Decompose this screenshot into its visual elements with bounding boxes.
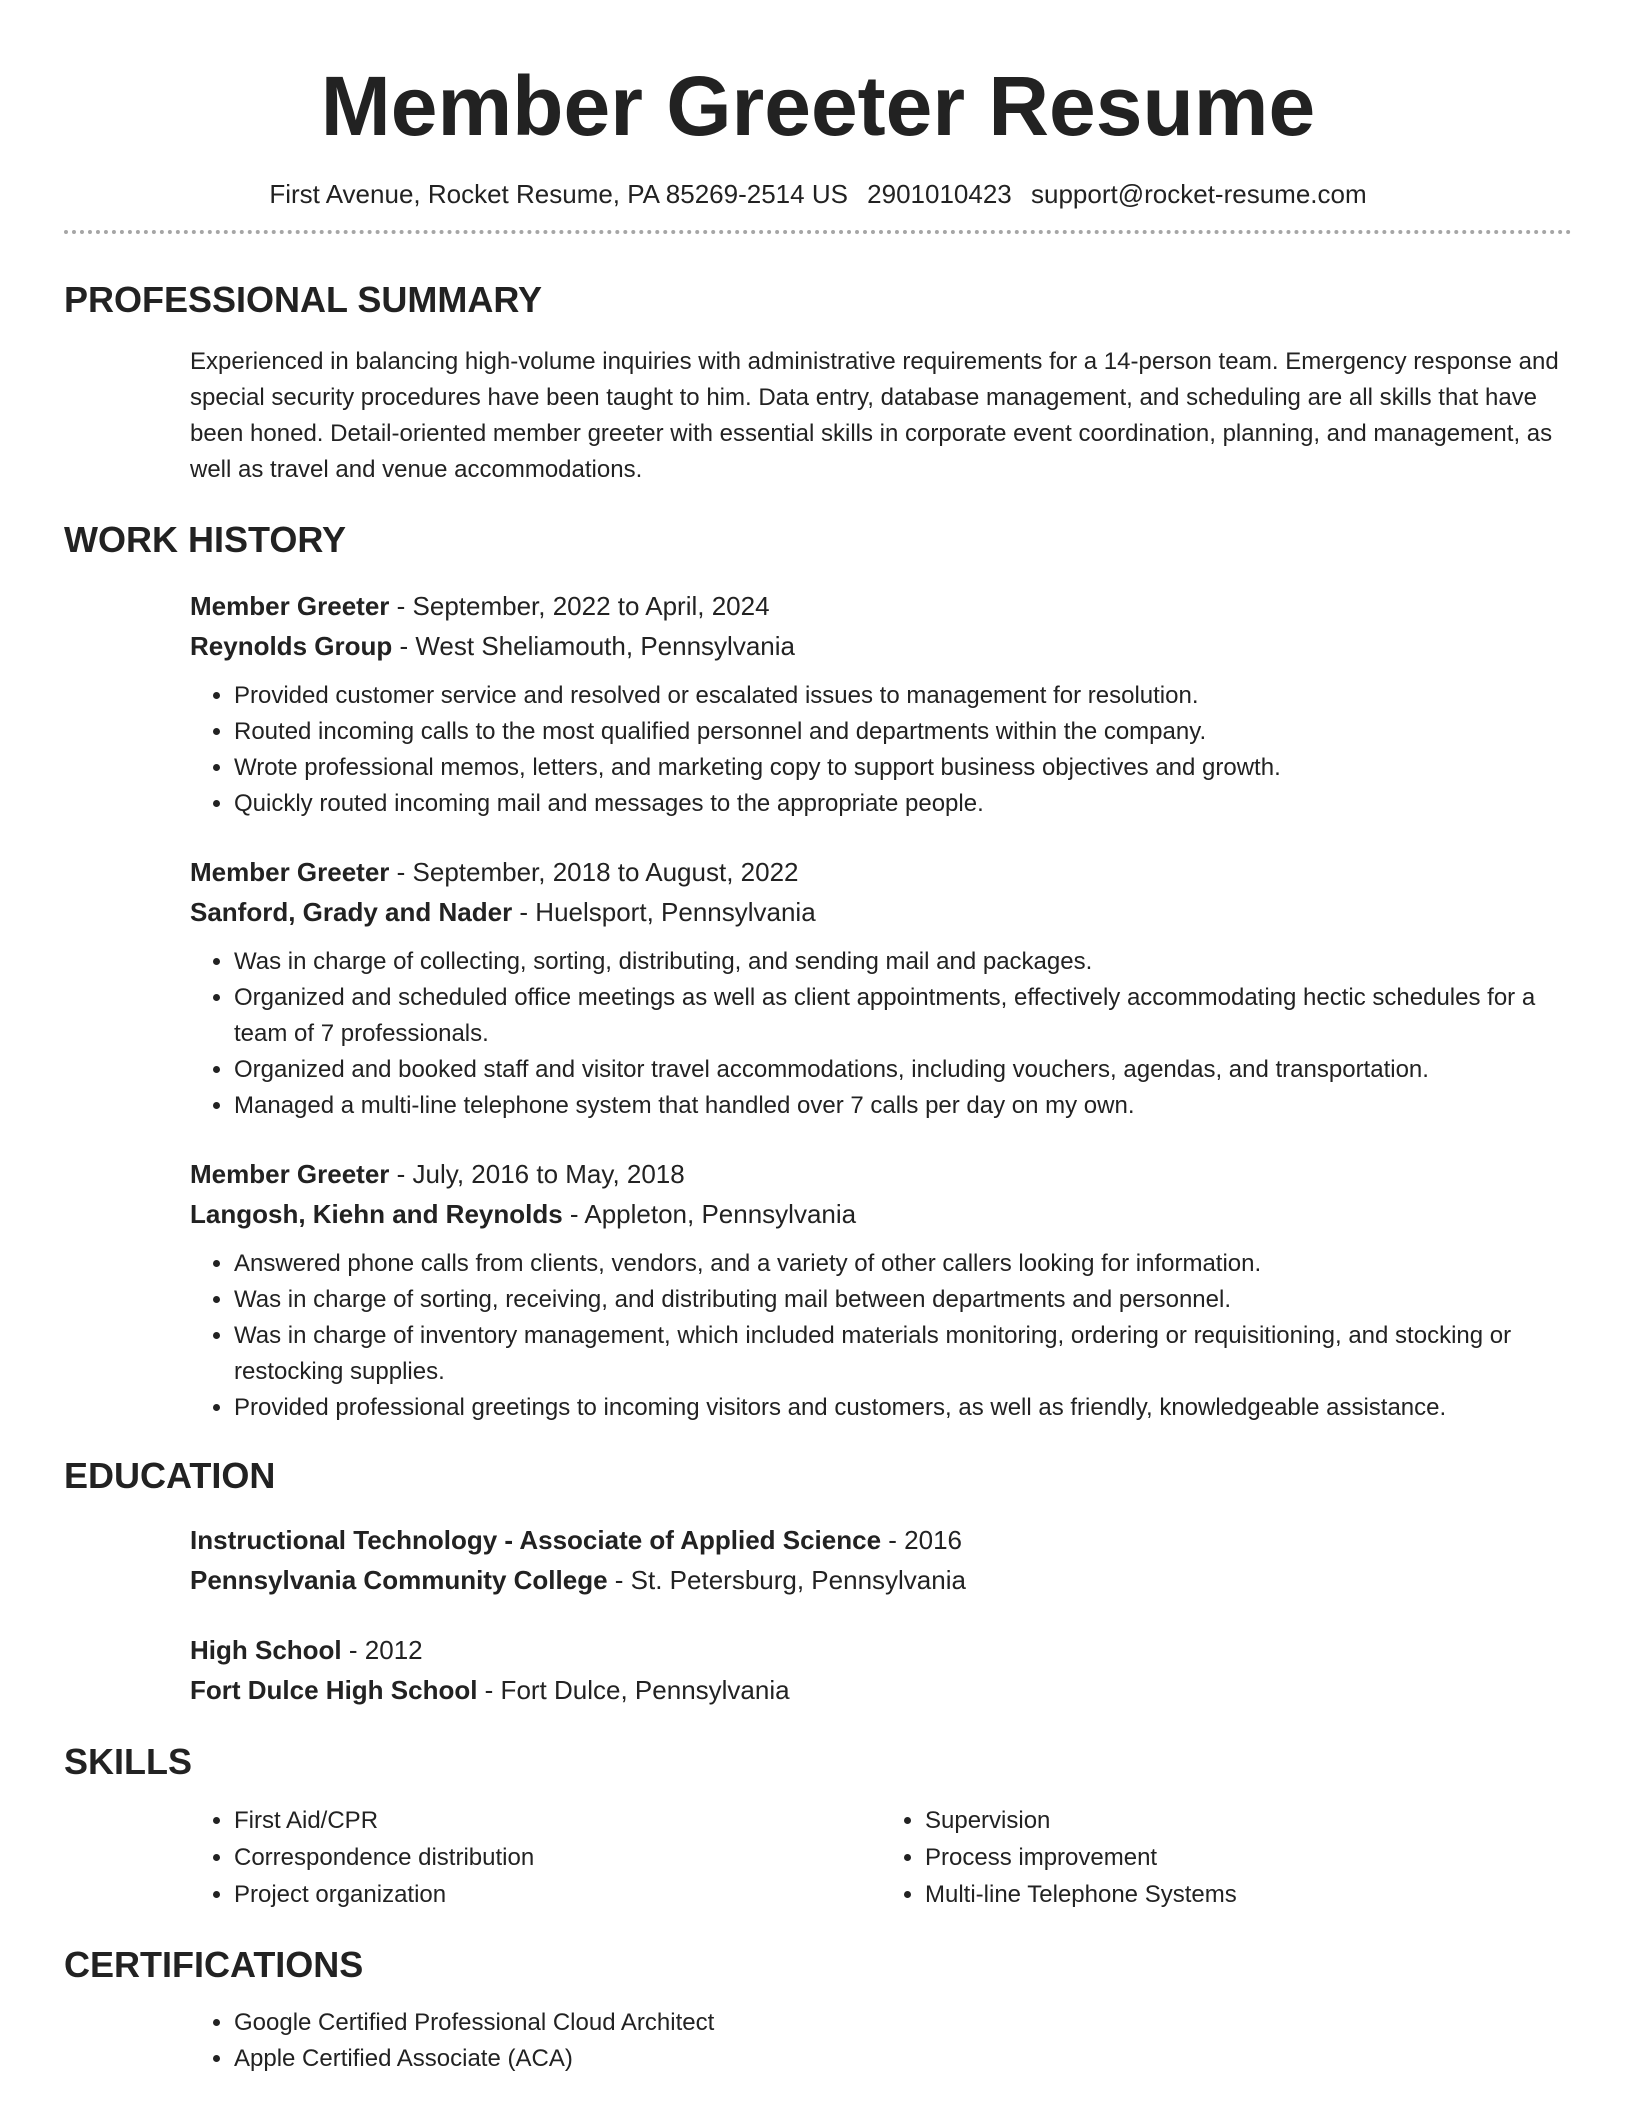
job-dates: - September, 2022 to April, 2024: [389, 591, 770, 621]
contact-line: [64, 176, 1572, 212]
contact-address: First Avenue, Rocket Resume, PA 85269-2514 US: [269, 179, 848, 209]
section-title-skills: SKILLS: [64, 1741, 193, 1782]
job-location: - Huelsport, Pennsylvania: [512, 897, 816, 927]
summary-text: Experienced in balancing high-volume inquiries with administrative requirements for a 14-person team. Emergency response and special security procedures have been taught to him. Data entry, database management, and scheduling are all skills that have been honed. Detail-oriented member greeter with essential skills in corporate event coordination, planning, and management, as well as travel and venue accommodations.: [190, 348, 1559, 483]
job-company: Sanford, Grady and Nader: [190, 897, 513, 927]
job-bullet: • Managed a multi-line telephone system that handled over 7 calls per day on my own.: [234, 1088, 1572, 1124]
job-role: Member Greeter: [190, 857, 390, 887]
job-dates: - July, 2016 to May, 2018: [389, 1159, 685, 1189]
education-entry: [190, 1520, 1572, 1600]
job-location: - Appleton, Pennsylvania: [562, 1199, 857, 1229]
education-entry: [190, 1630, 1572, 1710]
job-role: Member Greeter: [190, 591, 390, 621]
job-bullet: • Answered phone calls from clients, vendors, and a variety of other callers looking for information.: [234, 1246, 1572, 1282]
job-bullet-list: [190, 1246, 1572, 1426]
section-title-certifications: CERTIFICATIONS: [64, 1944, 364, 1985]
section-title-work-history: WORK HISTORY: [64, 519, 347, 560]
header-divider: [64, 230, 1572, 234]
skill-item: • Multi-line Telephone Systems: [925, 1876, 1572, 1913]
job-company: Langosh, Kiehn and Reynolds: [190, 1199, 563, 1229]
education-school-line: [190, 1560, 1572, 1600]
skill-item: • Supervision: [925, 1802, 1572, 1839]
contact-email: support@rocket-resume.com: [1031, 179, 1367, 209]
job-company-line: [190, 626, 1572, 666]
skill-item: • Process improvement: [925, 1839, 1572, 1876]
job-company: Reynolds Group: [190, 631, 393, 661]
skill-item: • First Aid/CPR: [234, 1802, 881, 1839]
education-year: - 2016: [881, 1525, 962, 1555]
education-degree: Instructional Technology - Associate of Applied Science: [190, 1525, 882, 1555]
education-location: - St. Petersburg, Pennsylvania: [607, 1565, 966, 1595]
education-school: Pennsylvania Community College: [190, 1565, 608, 1595]
section-title-summary: PROFESSIONAL SUMMARY: [64, 279, 543, 320]
job-company-line: [190, 892, 1572, 932]
job-role-line: [190, 852, 1572, 892]
education-location: - Fort Dulce, Pennsylvania: [477, 1675, 790, 1705]
education-year: - 2012: [341, 1635, 423, 1665]
job-bullet: • Provided professional greetings to incoming visitors and customers, as well as friendly, knowledgeable assistance.: [234, 1390, 1572, 1426]
certifications-block: [190, 2005, 1572, 2077]
job-bullet: • Routed incoming calls to the most qualified personnel and departments within the company.: [234, 714, 1572, 750]
skills-list-left: [190, 1802, 881, 1913]
education-degree-line: [190, 1520, 1572, 1560]
job-role-line: [190, 586, 1572, 626]
skill-item: • Project organization: [234, 1876, 881, 1913]
job-bullet-list: [190, 678, 1572, 822]
certifications-list: [190, 2005, 1572, 2077]
education-school: Fort Dulce High School: [190, 1675, 478, 1705]
education-degree: High School: [190, 1635, 342, 1665]
job-bullet: • Provided customer service and resolved or escalated issues to management for resolution.: [234, 678, 1572, 714]
job-bullet: • Organized and scheduled office meetings as well as client appointments, effectively accommodating hectic schedules for a team of 7 professionals.: [234, 980, 1572, 1052]
education-school-line: [190, 1670, 1572, 1710]
job-role-line: [190, 1154, 1572, 1194]
job-entry: [190, 1154, 1572, 1426]
job-dates: - September, 2018 to August, 2022: [389, 857, 799, 887]
job-bullet: • Was in charge of collecting, sorting, distributing, and sending mail and packages.: [234, 944, 1572, 980]
job-bullet: • Was in charge of sorting, receiving, and distributing mail between departments and personnel.: [234, 1282, 1572, 1318]
resume-page: [64, 0, 1572, 2077]
job-entry: [190, 586, 1572, 822]
job-bullet: • Quickly routed incoming mail and messages to the appropriate people.: [234, 786, 1572, 822]
resume-title: Member Greeter Resume: [320, 59, 1316, 153]
job-bullet-list: [190, 944, 1572, 1124]
education-degree-line: [190, 1630, 1572, 1670]
section-title-education: EDUCATION: [64, 1455, 276, 1496]
certification-item: • Apple Certified Associate (ACA): [234, 2041, 1572, 2077]
skill-item: • Correspondence distribution: [234, 1839, 881, 1876]
skills-grid: [190, 1802, 1572, 1913]
job-role: Member Greeter: [190, 1159, 390, 1189]
job-entry: [190, 852, 1572, 1124]
certification-item: • Google Certified Professional Cloud Architect: [234, 2005, 1572, 2041]
job-bullet: • Was in charge of inventory management, which included materials monitoring, ordering or requisitioning, and stocking or restocking supplies.: [234, 1318, 1572, 1390]
job-bullet: • Organized and booked staff and visitor travel accommodations, including vouchers, agendas, and transportation.: [234, 1052, 1572, 1088]
contact-phone: 2901010423: [867, 179, 1012, 209]
job-location: - West Sheliamouth, Pennsylvania: [392, 631, 795, 661]
job-bullet: • Wrote professional memos, letters, and marketing copy to support business objectives and growth.: [234, 750, 1572, 786]
skills-list-right: [881, 1802, 1572, 1913]
job-company-line: [190, 1194, 1572, 1234]
